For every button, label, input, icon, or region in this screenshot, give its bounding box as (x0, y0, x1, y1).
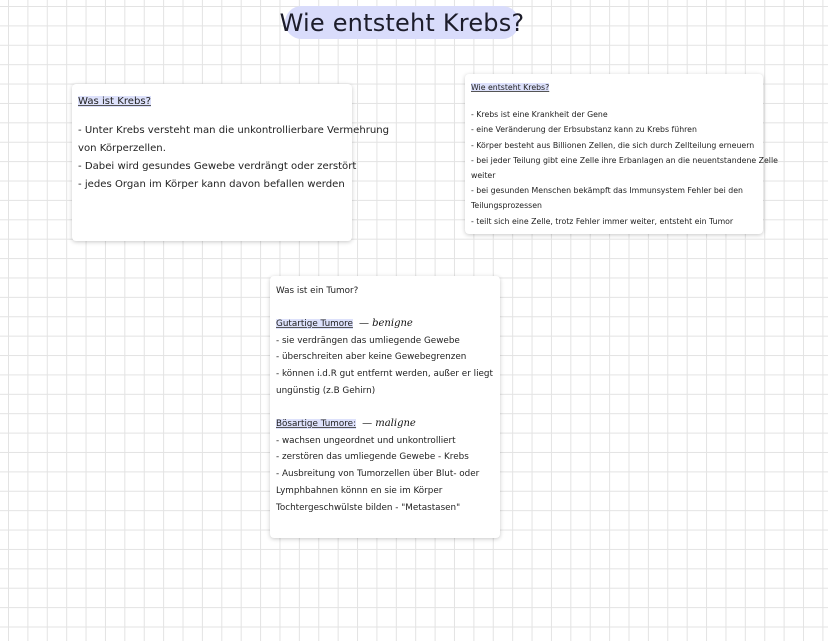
card-heading: Wie entsteht Krebs? (471, 83, 550, 92)
card-heading: Was ist Krebs? (78, 96, 151, 107)
card-line: weiter (471, 171, 496, 181)
card-line: - Krebs ist eine Krankheit der Gene (471, 110, 608, 120)
malign-handwritten-note: — maligne (362, 417, 416, 429)
card-line: - überschreiten aber keine Gewebegrenzen (276, 352, 467, 363)
card-heading: Was ist ein Tumor? (276, 286, 359, 296)
malign-heading: Bösartige Tumore: (276, 418, 357, 429)
card-line: - Dabei wird gesundes Gewebe verdrängt oder zerstört (78, 161, 357, 172)
card-line: Tochtergeschwülste bilden - "Metastasen" (276, 502, 461, 513)
card-line: - sie verdrängen das umliegende Gewebe (276, 335, 460, 346)
card-line: ungünstig (z.B Gehirn) (276, 385, 376, 396)
card-line: - bei jeder Teilung gibt eine Zelle ihre Erbanlagen an die neuentstandene Zelle (471, 155, 778, 165)
card-line: von Körperzellen. (78, 143, 166, 154)
page-title: Wie entsteht Krebs? (279, 8, 525, 37)
card-line: - Ausbreitung von Tumorzellen über Blut- oder (276, 469, 480, 480)
card-line: - wachsen ungeordnet und unkontrolliert (276, 435, 456, 446)
card-line: - eine Veränderung der Erbsubstanz kann zu Krebs führen (471, 125, 697, 135)
card-line: Teilungsprozessen (471, 201, 542, 211)
card-line: - Körper besteht aus Billionen Zellen, die sich durch Zellteilung erneuern (471, 140, 755, 150)
benign-heading: Gutartige Tumore (276, 318, 353, 329)
card-line: - können i.d.R gut entfernt werden, außer er liegt (276, 369, 493, 380)
card-line: - zerstören das umliegende Gewebe - Krebs (276, 452, 469, 463)
note-card-wie-entsteht-krebs[interactable] (465, 74, 778, 234)
card-line: Lymphbahnen könnn en sie im Körper (276, 485, 443, 496)
card-line: - bei gesunden Menschen bekämpft das Immunsystem Fehler bei den (471, 186, 743, 196)
card-line: - teilt sich eine Zelle, trotz Fehler immer weiter, entsteht ein Tumor (471, 216, 734, 226)
title-highlight (279, 6, 525, 39)
note-card-was-ist-krebs[interactable] (72, 84, 390, 241)
benign-handwritten-note: — benigne (358, 317, 413, 329)
benign-heading-row (276, 316, 494, 333)
malign-heading-row (276, 416, 494, 433)
card-line: - Unter Krebs versteht man die unkontrollierbare Vermehrung (78, 125, 390, 136)
card-line: - jedes Organ im Körper kann davon befallen werden (78, 179, 345, 190)
note-card-was-ist-ein-tumor[interactable] (270, 276, 500, 538)
